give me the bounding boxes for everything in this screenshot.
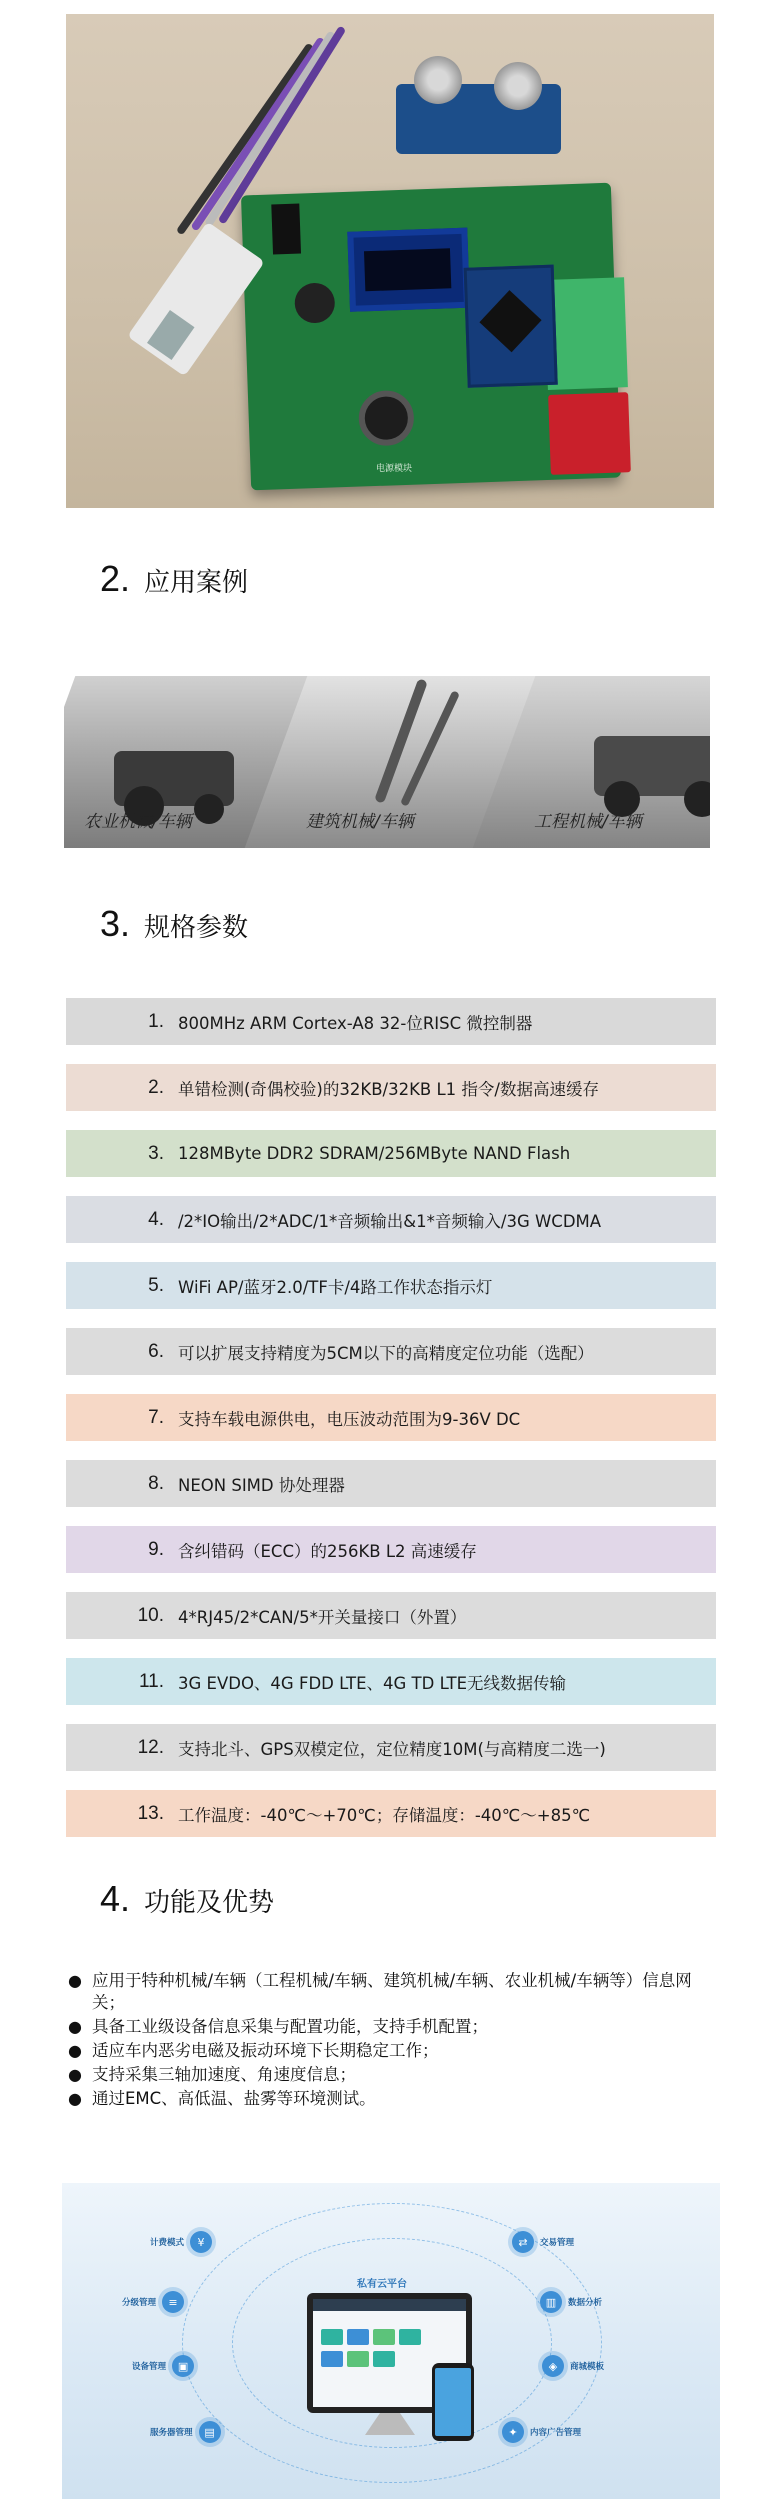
chart-icon: ▥: [540, 2291, 562, 2313]
spec-list: [66, 998, 716, 1856]
feature-text: 应用于特种机械/车辆（工程机械/车辆、建筑机械/车辆、农业机械/车辆等）信息网关；: [92, 1971, 692, 2012]
bullet-icon: ●: [68, 2041, 82, 2060]
section-number: 4.: [100, 1878, 131, 1919]
platform-node: [122, 2291, 184, 2313]
application-label: 农业机械/车辆: [84, 812, 192, 832]
feature-item: [68, 2064, 718, 2086]
layers-icon: ≡: [162, 2291, 184, 2313]
node-title: 计费模式: [150, 2238, 185, 2248]
spec-row: [66, 1262, 716, 1309]
spec-text: 单错检测(奇偶校验)的32KB/32KB L1 指令/数据高速缓存: [178, 1079, 599, 1099]
bullet-icon: ●: [68, 2089, 82, 2108]
node-title: 商城模板: [570, 2362, 605, 2372]
spec-row: [66, 1658, 716, 1705]
feature-text: 适应车内恶劣电磁及振动环境下长期稳定工作；: [92, 2041, 439, 2060]
spec-text: 工作温度：-40℃～+70℃；存储温度：-40℃～+85℃: [178, 1805, 591, 1825]
spec-number: 5.: [148, 1274, 164, 1296]
feature-item: [68, 2016, 718, 2038]
spec-row: [66, 1394, 716, 1441]
oled-display: [347, 228, 470, 312]
pcb-board: [241, 183, 621, 491]
board-photo: [66, 14, 714, 508]
spec-text: 800MHz ARM Cortex-A8 32-位RISC 微控制器: [178, 1013, 533, 1033]
spec-text: 支持车载电源供电，电压波动范围为9-36V DC: [178, 1409, 521, 1429]
application-label: 建筑机械/车辆: [306, 812, 414, 832]
application-label: 工程机械/车辆: [534, 812, 642, 832]
feature-text: 具备工业级设备信息采集与配置功能，支持手机配置；: [92, 2017, 488, 2036]
exchange-icon: ⇄: [512, 2231, 534, 2253]
platform-node: [132, 2355, 194, 2377]
section-title: 规格参数: [144, 913, 249, 943]
spec-number: 7.: [148, 1406, 164, 1428]
server-icon: ▤: [199, 2421, 221, 2443]
feature-item: [68, 1970, 718, 2014]
feature-text: 支持采集三轴加速度、角速度信息；: [92, 2065, 356, 2084]
feature-list: [68, 1970, 718, 2112]
node-title: 服务器管理: [150, 2428, 193, 2438]
platform-node: [540, 2291, 602, 2313]
feature-text: 通过EMC、高低温、盐雾等环境测试。: [92, 2089, 376, 2108]
spec-row: [66, 1460, 716, 1507]
spec-row: [66, 1724, 716, 1771]
section-heading-features: [100, 1878, 274, 1920]
section-heading-specs: [100, 903, 248, 945]
section-number: 3.: [100, 903, 131, 944]
spec-row: [66, 998, 716, 1045]
spec-text: /2*IO输出/2*ADC/1*音频输出&1*音频输入/3G WCDMA: [178, 1211, 602, 1231]
spec-number: 8.: [148, 1472, 164, 1494]
microcontroller-chip: [464, 265, 558, 388]
node-title: 交易管理: [540, 2238, 575, 2248]
spec-row: [66, 1790, 716, 1837]
board-silkscreen: 电源模块: [376, 464, 413, 474]
spec-row: [66, 1064, 716, 1111]
cloud-platform-diagram: [62, 2183, 720, 2499]
section-number: 2.: [100, 558, 131, 599]
bullet-icon: ●: [68, 2017, 82, 2036]
ultrasonic-sensor-board: [396, 84, 561, 154]
node-title: 数据分析: [568, 2298, 603, 2308]
spec-row: [66, 1196, 716, 1243]
coin-icon: ¥: [190, 2231, 212, 2253]
spec-text: 支持北斗、GPS双模定位，定位精度10M(与高精度二选一): [178, 1739, 606, 1759]
spec-text: NEON SIMD 协处理器: [178, 1475, 345, 1495]
section-heading-applications: [100, 558, 248, 600]
spec-number: 11.: [138, 1670, 164, 1692]
ad-icon: ✦: [502, 2421, 524, 2443]
platform-node: [502, 2421, 581, 2443]
phone-illustration: [432, 2363, 474, 2441]
feature-item: [68, 2040, 718, 2062]
spec-text: 4*RJ45/2*CAN/5*开关量接口（外置）: [178, 1607, 467, 1627]
spec-row: [66, 1592, 716, 1639]
bullet-icon: ●: [68, 1971, 82, 1990]
bullet-icon: ●: [68, 2065, 82, 2084]
spec-number: 6.: [148, 1340, 164, 1362]
section-title: 功能及优势: [144, 1888, 275, 1918]
spec-number: 12.: [137, 1736, 164, 1758]
spec-text: 128MByte DDR2 SDRAM/256MByte NAND Flash: [178, 1144, 571, 1163]
spec-number: 2.: [148, 1076, 164, 1098]
platform-node: [512, 2231, 574, 2253]
platform-node: [150, 2421, 221, 2443]
feature-item: [68, 2088, 718, 2110]
node-title: 内容广告管理: [530, 2428, 582, 2438]
platform-node: [150, 2231, 212, 2253]
spec-text: WiFi AP/蓝牙2.0/TF卡/4路工作状态指示灯: [178, 1277, 493, 1297]
spec-row: [66, 1328, 716, 1375]
spec-number: 10.: [137, 1604, 164, 1626]
diagram-center-title: 私有云平台: [357, 2279, 407, 2290]
platform-node: [542, 2355, 604, 2377]
spec-row: [66, 1526, 716, 1573]
spec-text: 3G EVDO、4G FDD LTE、4G TD LTE无线数据传输: [178, 1673, 567, 1693]
spec-text: 含纠错码（ECC）的256KB L2 高速缓存: [178, 1541, 477, 1561]
node-title: 分级管理: [122, 2298, 157, 2308]
section-title: 应用案例: [144, 568, 249, 598]
spec-number: 9.: [148, 1538, 164, 1560]
spec-number: 3.: [148, 1142, 164, 1164]
spec-text: 可以扩展支持精度为5CM以下的高精度定位功能（选配）: [178, 1343, 594, 1363]
node-title: 设备管理: [132, 2362, 167, 2372]
application-banner: [64, 676, 710, 848]
spec-number: 4.: [148, 1208, 164, 1230]
spec-row: [66, 1130, 716, 1177]
spec-number: 1.: [148, 1010, 164, 1032]
shop-icon: ◈: [542, 2355, 564, 2377]
device-icon: ▣: [172, 2355, 194, 2377]
spec-number: 13.: [137, 1802, 164, 1824]
